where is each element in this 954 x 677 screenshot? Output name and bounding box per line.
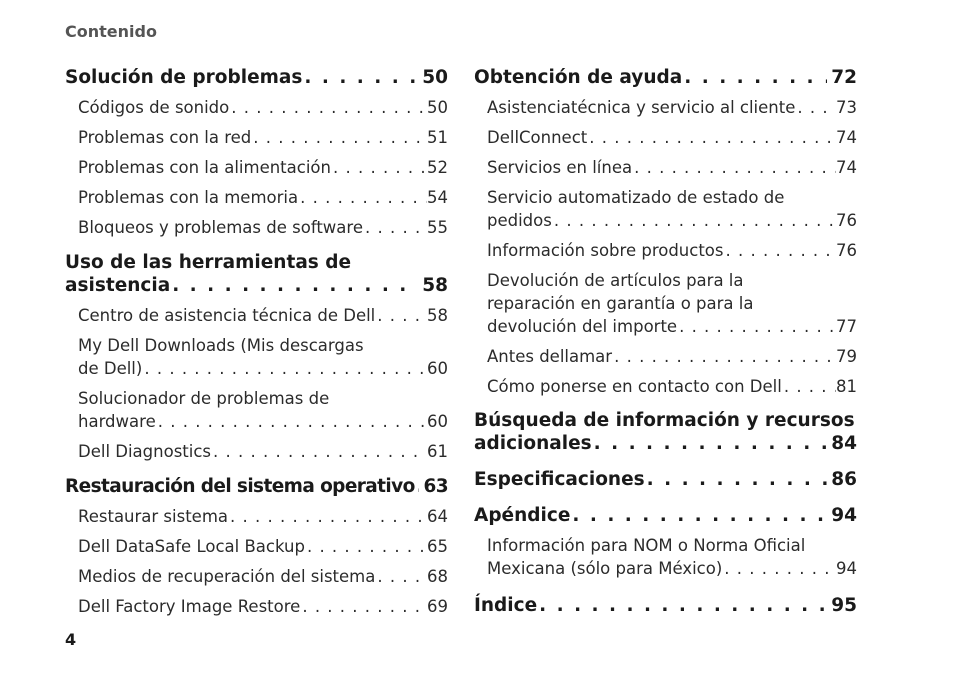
page-number: 4 xyxy=(65,630,77,649)
toc-item[interactable]: Cómo ponerse en contacto con Dell . . . 81 xyxy=(474,375,857,398)
toc-item[interactable]: Información sobre productos . . . 76 xyxy=(474,239,857,262)
toc-section-indice[interactable]: Índice . . . 95 xyxy=(474,594,857,617)
toc-section-apendice[interactable]: Apéndice . . . 94 xyxy=(474,504,857,527)
toc-item[interactable]: Centro de asistencia técnica de Dell . . . 58 xyxy=(65,304,448,327)
running-header: Contenido xyxy=(65,22,157,41)
toc-item[interactable]: My Dell Downloads (Mis descargas de Dell) . . . 60 xyxy=(65,334,448,380)
toc-item[interactable]: Problemas con la red . . . 51 xyxy=(65,126,448,149)
toc-item[interactable]: Solucionador de problemas de hardware . . . 60 xyxy=(65,387,448,433)
toc-section-especificaciones[interactable]: Especificaciones . . . 86 xyxy=(474,468,857,491)
toc-left-column xyxy=(65,66,448,618)
toc-item[interactable]: Devolución de artículos para la reparación en garantía o para la devolución del importe . . . 77 xyxy=(474,269,857,338)
toc-item[interactable]: Dell Diagnostics . . . 61 xyxy=(65,440,448,463)
toc-item[interactable]: Medios de recuperación del sistema . . . 68 xyxy=(65,565,448,588)
toc-section-restauracion-sistema[interactable]: Restauración del sistema operativo . . . 63 xyxy=(65,475,448,498)
toc-section-herramientas-asistencia[interactable]: Uso de las herramientas de asistencia . . . 58 xyxy=(65,251,448,297)
toc-item[interactable]: Dell DataSafe Local Backup . . . 65 xyxy=(65,535,448,558)
toc-item[interactable]: DellConnect . . . 74 xyxy=(474,126,857,149)
toc-item[interactable]: Bloqueos y problemas de software . . . 55 xyxy=(65,216,448,239)
toc-item[interactable]: Antes dellamar . . . 79 xyxy=(474,345,857,368)
toc-item[interactable]: Servicio automatizado de estado de pedidos . . . 76 xyxy=(474,186,857,232)
toc-section-solucion-problemas[interactable]: Solución de problemas . . . 50 xyxy=(65,66,448,89)
toc-item[interactable]: Dell Factory Image Restore . . . 69 xyxy=(65,595,448,618)
toc-item[interactable]: Códigos de sonido . . . 50 xyxy=(65,96,448,119)
toc-section-busqueda-informacion[interactable]: Búsqueda de información y recursos adicionales . . . 84 xyxy=(474,409,857,455)
toc-item[interactable]: Información para NOM o Norma Oficial Mexicana (sólo para México) . . . 94 xyxy=(474,534,857,580)
toc-section-obtencion-ayuda[interactable]: Obtención de ayuda . . . 72 xyxy=(474,66,857,89)
toc-right-column xyxy=(474,66,857,617)
toc-item[interactable]: Servicios en línea . . . 74 xyxy=(474,156,857,179)
toc-item[interactable]: Problemas con la memoria . . . 54 xyxy=(65,186,448,209)
toc-item[interactable]: Asistenciatécnica y servicio al cliente . . . 73 xyxy=(474,96,857,119)
toc-item[interactable]: Problemas con la alimentación . . . 52 xyxy=(65,156,448,179)
toc-item[interactable]: Restaurar sistema . . . 64 xyxy=(65,505,448,528)
page-ref: 50 xyxy=(422,67,448,88)
